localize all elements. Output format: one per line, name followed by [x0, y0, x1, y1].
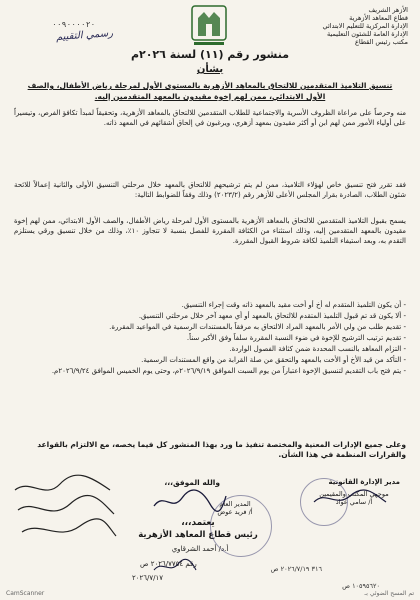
header-right-line: الإدارة المركزية للتعليم الابتدائي	[322, 22, 408, 30]
issue-date: ٢٠٢٦/٧/١٧	[132, 574, 164, 582]
document-title: منشور رقم (١١) لسنة ٢٠٢٦م	[130, 48, 290, 61]
header-right-line: مكتب رئيس القطاع	[354, 38, 408, 46]
serial-number: ٠٠٩٠٠٠٠٢٠	[52, 20, 96, 29]
scanner-note: تم المسح الضوئي بـ	[364, 590, 414, 597]
archive-reference: ١٠٥٩٥٦٢٠ ص	[342, 582, 380, 590]
paragraph-decision: فقد تقرر فتح تنسيق خاص لهؤلاء التلاميذ، ممن لم يتم ترشيحهم للالتحاق بالمعهد خلال مرحلتي التنسيق الأولى والثانية إعمالاً للائحة شئون الطلاب، الصادرة بقرار المجلس الأعلى للأزهر رقم (٢٠٢٣/٢) وذلك وفقاً للضوابط التالية:	[14, 181, 406, 200]
subject-text: تنسيق التلاميذ المتقدمين للالتحاق بالمعاهد الأزهرية بالمستوى الأول لمرحلة رياض الأطفال، والصف الأول الابتدائي، ممن لهم إخوة مقيدون بالمعهد المتقدمين إليه.	[27, 81, 393, 101]
header-right-line: الإدارة العامة للشئون التعليمية	[326, 30, 408, 38]
regulation-item: - أن يكون التلميذ المتقدم له أخ أو أخت مقيد بالمعهد ذاته وقت إجراء التنسيق.	[14, 300, 406, 311]
header-right-block	[288, 6, 408, 46]
sig2-name: أ/ فريد عوض	[217, 508, 253, 516]
closing-statement: وعلى جميع الإدارات المعنية والمختصة تنفيذ ما ورد بهذا المنشور كل فيما يخصه، مع الالتزام بالقواعد والقرارات المنظمة في هذا الشأن.	[37, 440, 406, 459]
regulation-item: - تقديم ترتيب الترشيح للإخوة في ضوء النسبة المقررة سلفاً وفق الأكبر سناً.	[14, 333, 406, 344]
regulation-item: - تقديم طلب من ولي الأمر بالمعهد المراد الالتحاق به مرفقاً بالمستندات الرسمية في المواعيد المقررة.	[14, 322, 406, 333]
legal-unit: مدير الإدارة القانونية	[328, 478, 400, 486]
issue-reference: رقم ٢٠٢٦/٧٧٥٤ ص	[140, 560, 197, 568]
header-right-line: قطاع المعاهد الأزهرية	[349, 14, 408, 22]
greeting: والله الموفق،،،	[164, 478, 220, 487]
regulations-list	[14, 300, 406, 377]
al-azhar-logo	[188, 2, 230, 48]
header-right-line: الأزهر الشريف	[368, 6, 408, 14]
regulation-item: - التزام المعاهد بالنسب المحددة ضمن كثافة الفصول الواردة.	[14, 344, 406, 355]
signature-scribble	[150, 488, 230, 514]
sig1-name: أ/ سامي عواد	[335, 498, 373, 506]
approval-label: يعتمد،،،	[181, 518, 215, 528]
sig1-title: موجهي المكتب والمقيمين	[319, 490, 389, 498]
signature-scribble	[310, 488, 390, 510]
paragraph-intro: منه وحرصاً على مراعاة الظروف الأسرية والاجتماعية للطلاب المتقدمين للالتحاق بالمعاهد الأزهرية، وتحقيقاً لمبدأ تكافؤ الفرص، وتيسيراً على أولياء الأمور ممن لهم ابن أو أكثر مقيدون بمعهد أزهري، ويرغبون في إلحاق أشقائهم في المعهد ذاته.	[14, 109, 406, 128]
chief-role: رئيس قطاع المعاهد الأزهرية	[138, 530, 258, 540]
handwritten-margin-note	[10, 470, 120, 550]
subject-label: بشأن	[196, 64, 224, 75]
regulation-item: - التأكد من قيد الأخ أو الأخت بالمعهد والتحقق من صلة القرابة من واقع المستندات الرسمية.	[14, 355, 406, 366]
scanner-watermark: CamScanner	[6, 590, 45, 597]
regulation-item: - ألا يكون قد تم قبول التلميذ المتقدم للالتحاق بالمعهد أو أي معهد آخر خلال مرحلتي التنسيق.	[14, 311, 406, 322]
handwritten-note: رسمي التقييم	[55, 28, 114, 43]
regulation-item: - يتم فتح باب التقديم لتنسيق الإخوة اعتباراً من يوم السبت الموافق ٢٠٢٦/٩/١٩م، وحتى يوم الخميس الموافق ٢٠٢٦/٩/٢٤م.	[14, 366, 406, 377]
date-scribble	[150, 556, 200, 578]
paragraph-rule: يسمح بقبول التلاميذ المتقدمين للالتحاق بالمعاهد الأزهرية بالمستوى الأول لمرحلة رياض الأطفال، والصف الأول الابتدائي، ممن لهم إخوة مقيدون بالمعهد المتقدمين إليه، وذلك استثناء من الكثافة المقررة للفصل بنسبة لا تتجاوز ١٠٪، وذلك من خلال تنسيق ورقي يستلزم التقدم به، وبعد استيفاء التلميذ لكافة شروط القبول المقررة.	[14, 217, 406, 246]
outgoing-reference: ٣١٦ ٢٠٢٦/٧/١٩ ص	[270, 565, 322, 573]
sig2-title: المدير العام	[219, 500, 251, 508]
chief-name: أ.د/ أحمد الشرقاوي	[171, 545, 229, 553]
